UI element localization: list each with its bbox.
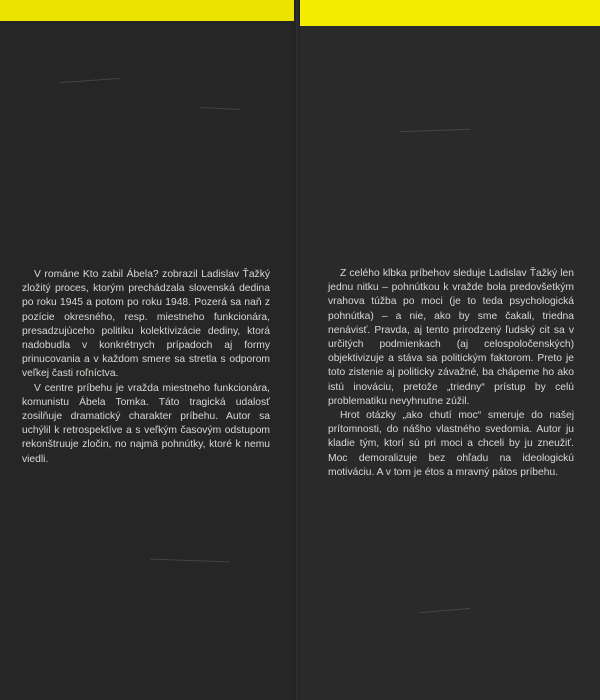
left-paragraph-1: V románe Kto zabil Ábela? zobrazil Ladislav Ťažký zložitý proces, ktorým prechádzala slovenská dedina po roku 1945 a potom po roku 1948. Pozerá sa naň z pozície okresného, resp. miestneho funkcionára, presadzujúceho politiku kolektivizácie dediny, ktorá nadobudla v konkrétnych prípadoch aj formy prinucovania a v každom smere sa stretla s odporom veľkej časti roľníctva. bbox=[22, 269, 270, 380]
right-flap-text bbox=[328, 267, 574, 480]
right-flap-yellow-edge bbox=[300, 0, 600, 26]
left-flap-text bbox=[22, 268, 270, 467]
right-paragraph-1: Z celého klbka príbehov sleduje Ladislav Ťažký len jednu nitku – pohnútkou k vražde bola predovšetkým vrahova túžba po moci (je to teda psychologická pohnútka) – a nie, ako by sme čakali, triedna nenávisť. Pravda, aj tento prirodzený ľudský cit sa v určitých podmienkach (aj celospoločenských) objektivizuje a stáva sa politickým faktorom. Preto je toto zistenie aj politicky závažné, ba chápeme ho ako istú inováciu, pretože „triedny“ prístup by celú problematiku nevyhnutne zúžil. bbox=[328, 268, 574, 407]
left-flap-yellow-edge bbox=[0, 0, 294, 21]
left-paragraph-2: V centre príbehu je vražda miestneho funkcionára, komunistu Ábela Tomka. Táto tragická udalosť zosilňuje dramatický charakter príbehu. Autor sa uchýlil k retrospektíve a s veľkým časovým odstupom rekonštruuje zločin, no najmä pohnútky, ktoré k nemu viedli. bbox=[22, 382, 270, 465]
fold-line bbox=[294, 0, 300, 700]
right-paragraph-2: Hrot otázky „ako chutí moc“ smeruje do našej prítomnosti, do nášho vlastného svedomia. Autor ju kladie tým, ktorí sú pri moci a chceli by ju zneužiť. Moc demoralizuje bez ohľadu na ideologickú motiváciu. A v tom je étos a mravný pátos príbehu. bbox=[328, 410, 574, 478]
